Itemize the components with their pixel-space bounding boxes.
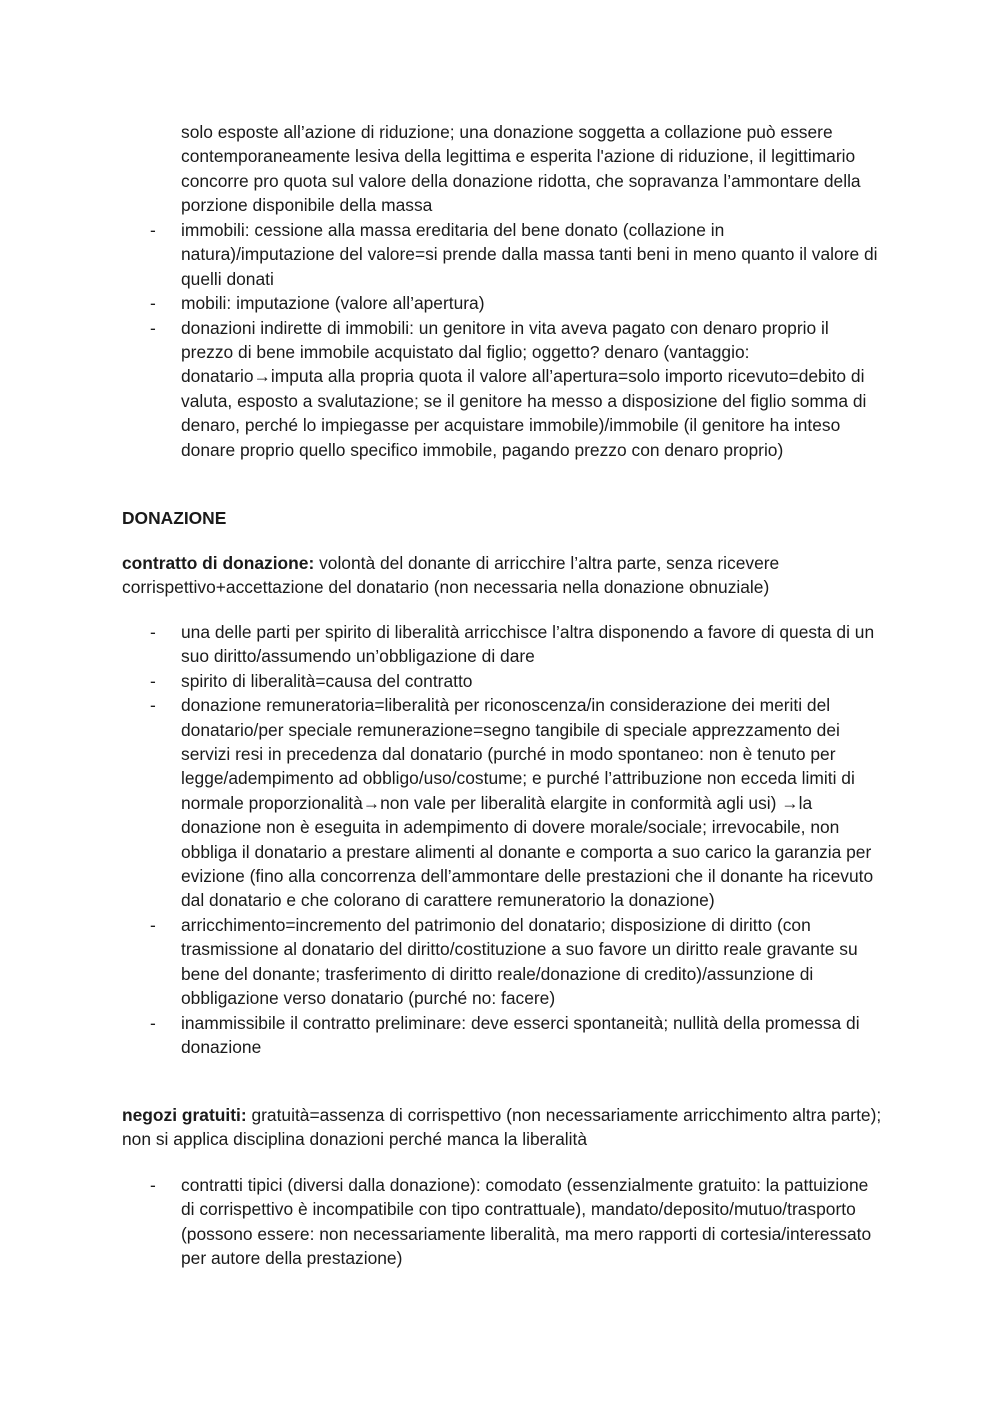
bullet-marker: - <box>150 293 156 314</box>
definition-text: volontà del donante di arricchire l’altra parte, senza ricevere corrispettivo+accettazione del donatario (non necessaria nella donazione obnuziale) <box>122 553 780 598</box>
list-item <box>0 693 881 913</box>
list-item <box>0 1011 881 1060</box>
definition-paragraph <box>122 551 882 600</box>
gratuitous-contracts-list <box>0 1173 1000 1271</box>
list-item-text: immobili: cessione alla massa ereditaria del bene donato (collazione in natura)/imputazione del valore=si prende dalla massa tanti beni in meno quanto il valore di quelli donati <box>181 220 878 289</box>
bullet-marker: - <box>150 1175 156 1195</box>
list-item <box>0 669 881 693</box>
list-item-text: mobili: imputazione (valore all’apertura) <box>181 293 485 314</box>
definition-text: gratuità=assenza di corrispettivo (non necessariamente arricchimento altra parte); non si applica disciplina donazioni perché manca la liberalità <box>122 1105 882 1150</box>
definition-paragraph <box>122 1103 882 1152</box>
list-item-text: arricchimento=incremento del patrimonio del donatario; disposizione di diritto (con trasmissione al donatario del diritto/costituzione a suo favore un diritto reale gravante su bene del donante; trasferimento di diritto reale/donazione di credito)/assunzione di obbligazione verso donatario (purché no: facere) <box>181 914 858 1009</box>
list-item <box>0 291 881 315</box>
definition-term: contratto di donazione: <box>122 553 315 573</box>
list-item-text: donazione remuneratoria=liberalità per riconoscenza/in considerazione dei meriti del donatario/per speciale remunerazione=segno tangibile di speciale apprezzamento dei servizi resi in precedenza dal donatario (purché in modo spontaneo: non è tenuto per legge/adempimento ad obbligo/uso/costume; e purché l’attribuzione non ecceda limiti di normale proporzionalità→non vale per liberalità elargite in conformità agli usi) →la donazione non è eseguita in adempimento di dovere morale/sociale; irrevocabile, non obbliga il donatario a prestare alimenti al donante e comporta a suo carico la garanzia per evizione (fino alla concorrenza dell’ammontare delle prestazioni che il donante ha ricevuto dal donatario e che colorano di carattere remuneratorio la donazione) <box>181 695 874 911</box>
bullet-marker: - <box>150 317 156 338</box>
list-item-text: spirito di liberalità=causa del contratto <box>181 670 473 691</box>
list-item <box>0 620 881 669</box>
list-item <box>0 913 881 1011</box>
list-item <box>0 1173 881 1271</box>
list-item <box>0 316 881 462</box>
bullet-marker: - <box>150 695 156 716</box>
donation-bullet-list <box>0 620 1000 1059</box>
list-item-text: inammissibile il contratto preliminare: deve esserci spontaneità; nullità della promessa di donazione <box>181 1012 860 1057</box>
definition-term: negozi gratuiti: <box>122 1105 247 1125</box>
bullet-marker: - <box>150 670 156 691</box>
bullet-marker: - <box>150 914 156 935</box>
bullet-marker: - <box>150 622 156 642</box>
continuation-paragraph: solo esposte all’azione di riduzione; una donazione soggetta a collazione può essere contemporaneamente lesiva della legittima e esperita l'azione di riduzione, il legittimario concorre pro quota sul valore della donazione ridotta, che sopravanza l’ammontare della porzione disponibile della massa <box>181 122 861 216</box>
bullet-marker: - <box>150 220 156 240</box>
list-item <box>0 218 881 291</box>
section-heading: DONAZIONE <box>122 508 227 528</box>
list-item-text: donazioni indirette di immobili: un genitore in vita aveva pagato con denaro proprio il prezzo di bene immobile acquistato dal figlio; oggetto? denaro (vantaggio: donatario→imputa alla propria quota il valore all’apertura=solo importo ricevuto=debito di valuta, esposto a svalutazione; se il genitore ha messo a disposizione del figlio somma di denaro, perché lo impiegasse per acquistare immobile)/immobile (il genitore ha inteso donare proprio quello specifico immobile, pagando prezzo con denaro proprio) <box>181 317 867 460</box>
collation-bullet-list <box>0 218 1000 462</box>
list-item-text: una delle parti per spirito di liberalità arricchisce l’altra disponendo a favore di questa di un suo diritto/assumendo un’obbligazione di dare <box>181 622 875 667</box>
list-item-text: contratti tipici (diversi dalla donazione): comodato (essenzialmente gratuito: la pattuizione di corrispettivo è incompatibile con tipo contrattuale), mandato/deposito/mutuo/trasporto (possono essere: non necessariamente liberalità, ma mero rapporti di cortesia/interessato per autore della prestazione) <box>181 1175 872 1269</box>
bullet-marker: - <box>150 1012 156 1033</box>
